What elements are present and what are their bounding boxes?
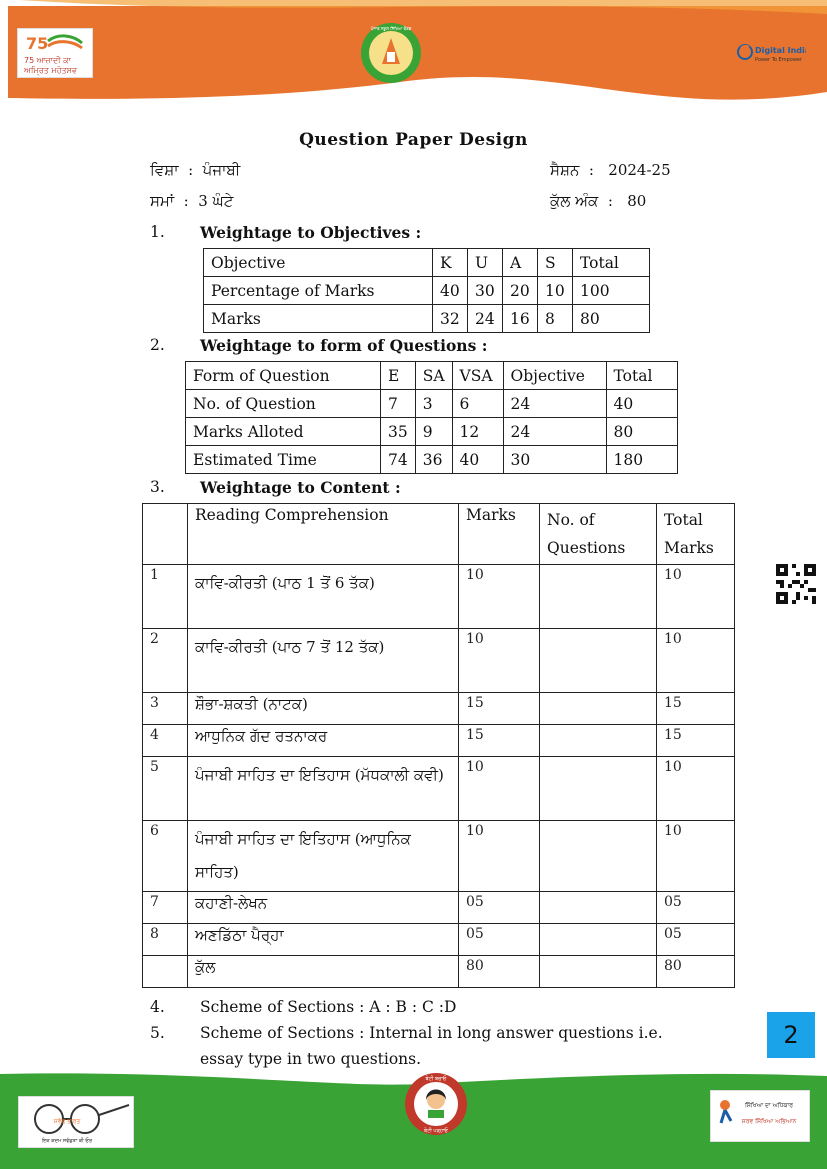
subject-value: ਪੰਜਾਬੀ bbox=[202, 161, 241, 179]
session-sep: : bbox=[584, 161, 604, 179]
table-cell: ਅਣਡਿੱਠਾ ਪੈਰ੍ਹਾ bbox=[188, 924, 459, 956]
table-cell: ਕਾਵਿ-ਕੀਰਤੀ (ਪਾਠ 1 ਤੋਂ 6 ਤੱਕ) bbox=[188, 565, 459, 629]
page-number: 2 bbox=[767, 1012, 815, 1058]
table-cell: 6 bbox=[452, 390, 503, 418]
table-cell: 10 bbox=[657, 757, 735, 821]
objectives-table bbox=[203, 248, 650, 333]
table-cell: 40 bbox=[433, 277, 468, 305]
section-5-text-line-2: essay type in two questions. bbox=[200, 1050, 422, 1068]
table-cell bbox=[540, 757, 657, 821]
table-cell bbox=[540, 725, 657, 757]
qr-code bbox=[776, 564, 816, 604]
table-cell bbox=[540, 629, 657, 693]
table-cell: 20 bbox=[503, 277, 538, 305]
total-marks-sep: : bbox=[603, 192, 623, 210]
digital-india-text: Digital India bbox=[755, 46, 806, 55]
table-row bbox=[204, 305, 650, 333]
table-cell: 15 bbox=[459, 725, 540, 757]
table-cell: ਕਾਵਿ-ਕੀਰਤੀ (ਪਾਠ 7 ਤੋਂ 12 ਤੱਕ) bbox=[188, 629, 459, 693]
section-2-title: Weightage to form of Questions : bbox=[200, 336, 488, 355]
table-row bbox=[186, 362, 678, 390]
table-row bbox=[186, 446, 678, 474]
table-header-cell: Objective bbox=[204, 249, 433, 277]
session-value: 2024-25 bbox=[608, 161, 671, 179]
table-cell bbox=[540, 892, 657, 924]
swachh-text: ਸਵੱਛ ਭਾਰਤ bbox=[53, 1118, 81, 1125]
subject-sep: : bbox=[183, 161, 198, 179]
table-row bbox=[143, 956, 735, 988]
table-cell: 10 bbox=[459, 821, 540, 892]
table-header-cell: Total Marks bbox=[657, 504, 735, 565]
table-cell: 7 bbox=[381, 390, 416, 418]
table-cell: 24 bbox=[503, 418, 606, 446]
table-cell: ਪੰਜਾਬੀ ਸਾਹਿਤ ਦਾ ਇਤਿਹਾਸ (ਆਧੁਨਿਕ ਸਾਹਿਤ) bbox=[188, 821, 459, 892]
table-cell: 12 bbox=[452, 418, 503, 446]
table-cell: 10 bbox=[657, 821, 735, 892]
table-cell: 3 bbox=[415, 390, 452, 418]
table-cell: 2 bbox=[143, 629, 188, 693]
table-cell: 40 bbox=[606, 390, 677, 418]
time-sep: : bbox=[178, 192, 194, 210]
table-header-cell: A bbox=[503, 249, 538, 277]
azadi-text-1: 75 ਆਜ਼ਾਦੀ ਕਾ bbox=[24, 56, 71, 65]
table-cell: 24 bbox=[468, 305, 503, 333]
beti-bachao-top: ਬੇਟੀ ਬਚਾਓ bbox=[425, 1076, 447, 1082]
table-cell: No. of Question bbox=[186, 390, 381, 418]
table-row bbox=[186, 390, 678, 418]
table-cell: 74 bbox=[381, 446, 416, 474]
table-cell bbox=[540, 693, 657, 725]
table-cell: 05 bbox=[657, 892, 735, 924]
time-label: ਸਮਾਂ bbox=[150, 192, 175, 210]
table-cell: 30 bbox=[503, 446, 606, 474]
session-line bbox=[550, 161, 671, 179]
sarva-shiksha-logo bbox=[710, 1090, 810, 1142]
table-cell: 10 bbox=[459, 629, 540, 693]
section-5-text-line-1: Scheme of Sections : Internal in long answer questions i.e. bbox=[200, 1024, 663, 1042]
table-cell: 16 bbox=[503, 305, 538, 333]
table-cell: 180 bbox=[606, 446, 677, 474]
session-label: ਸੈਸ਼ਨ bbox=[550, 161, 580, 179]
table-header-cell: K bbox=[433, 249, 468, 277]
table-cell: 05 bbox=[459, 892, 540, 924]
table-cell: 15 bbox=[459, 693, 540, 725]
table-header-cell: Marks bbox=[459, 504, 540, 565]
table-header-cell: VSA bbox=[452, 362, 503, 390]
table-header-cell: U bbox=[468, 249, 503, 277]
table-row bbox=[143, 821, 735, 892]
table-cell: 6 bbox=[143, 821, 188, 892]
svg-text:75: 75 bbox=[26, 34, 49, 53]
table-header-cell: S bbox=[538, 249, 573, 277]
table-cell: 80 bbox=[606, 418, 677, 446]
table-cell: 80 bbox=[459, 956, 540, 988]
beti-bachao-emblem bbox=[404, 1072, 468, 1136]
table-cell: 40 bbox=[452, 446, 503, 474]
content-table bbox=[142, 503, 735, 988]
table-cell: 15 bbox=[657, 693, 735, 725]
table-cell: 100 bbox=[573, 277, 650, 305]
section-5-number: 5. bbox=[150, 1024, 165, 1042]
table-cell: 15 bbox=[657, 725, 735, 757]
swachh-sub: ਇਕ ਕਦਮ ਸਵੱਛਤਾ ਕੀ ਓਰ bbox=[41, 1138, 93, 1144]
table-cell: Marks Alloted bbox=[186, 418, 381, 446]
table-row bbox=[143, 757, 735, 821]
section-1-number: 1. bbox=[150, 223, 165, 241]
total-marks-label: ਕੁੱਲ ਅੰਕ bbox=[550, 192, 599, 210]
subject-label: ਵਿਸ਼ਾ bbox=[150, 161, 179, 179]
total-marks-line bbox=[550, 192, 646, 210]
table-row bbox=[143, 504, 735, 565]
table-cell: 10 bbox=[538, 277, 573, 305]
table-cell bbox=[540, 924, 657, 956]
table-row bbox=[143, 693, 735, 725]
table-cell: 10 bbox=[657, 565, 735, 629]
section-1-title: Weightage to Objectives : bbox=[200, 223, 422, 242]
table-header-cell: Total bbox=[573, 249, 650, 277]
table-cell: 9 bbox=[415, 418, 452, 446]
page-title: Question Paper Design bbox=[299, 130, 528, 150]
table-cell: 7 bbox=[143, 892, 188, 924]
table-cell bbox=[143, 956, 188, 988]
board-emblem bbox=[360, 22, 422, 84]
table-cell: 8 bbox=[143, 924, 188, 956]
table-row bbox=[143, 629, 735, 693]
table-cell bbox=[540, 821, 657, 892]
section-4-text: Scheme of Sections : A : B : C :D bbox=[200, 998, 457, 1016]
questions-table bbox=[185, 361, 678, 474]
section-2-number: 2. bbox=[150, 336, 165, 354]
total-marks-value: 80 bbox=[627, 192, 647, 210]
sarva-shiksha-text: ਸਿੱਖਿਆ ਦਾ ਅਧਿਕਾਰ bbox=[744, 1102, 794, 1109]
table-header-cell bbox=[143, 504, 188, 565]
table-row bbox=[143, 924, 735, 956]
table-header-cell: No. of Questions bbox=[540, 504, 657, 565]
subject-line bbox=[150, 161, 240, 179]
digital-india-logo bbox=[736, 38, 806, 68]
table-cell: 8 bbox=[538, 305, 573, 333]
table-cell bbox=[540, 956, 657, 988]
table-header-cell: Form of Question bbox=[186, 362, 381, 390]
beti-bachao-bottom: ਬੇਟੀ ਪੜ੍ਹਾਓ bbox=[424, 1128, 448, 1134]
time-line bbox=[150, 192, 233, 210]
table-cell: ਕਹਾਣੀ-ਲੇਖਨ bbox=[188, 892, 459, 924]
table-cell: 30 bbox=[468, 277, 503, 305]
table-row bbox=[204, 277, 650, 305]
table-cell: Percentage of Marks bbox=[204, 277, 433, 305]
table-cell: 35 bbox=[381, 418, 416, 446]
digital-india-sub: Power To Empower bbox=[755, 57, 803, 63]
table-cell: 80 bbox=[657, 956, 735, 988]
table-row bbox=[186, 418, 678, 446]
section-4-number: 4. bbox=[150, 998, 165, 1016]
swachh-bharat-logo bbox=[18, 1096, 134, 1148]
table-cell: 10 bbox=[657, 629, 735, 693]
section-3-number: 3. bbox=[150, 478, 165, 496]
azadi-amrit-mahotsav-logo bbox=[17, 28, 93, 78]
sarva-shiksha-sub: ਸਰਵ ਸਿੱਖਿਆ ਅਭਿਆਨ bbox=[741, 1118, 797, 1125]
table-cell: 4 bbox=[143, 725, 188, 757]
table-header-cell: Reading Comprehension bbox=[188, 504, 459, 565]
table-cell: Marks bbox=[204, 305, 433, 333]
table-cell: 36 bbox=[415, 446, 452, 474]
table-header-cell: Total bbox=[606, 362, 677, 390]
table-cell: 05 bbox=[459, 924, 540, 956]
table-cell: 1 bbox=[143, 565, 188, 629]
table-cell: ਆਧੁਨਿਕ ਗੱਦ ਰਤਨਾਕਰ bbox=[188, 725, 459, 757]
table-cell: 3 bbox=[143, 693, 188, 725]
table-cell: 05 bbox=[657, 924, 735, 956]
section-3-title: Weightage to Content : bbox=[200, 478, 401, 497]
table-cell: 10 bbox=[459, 757, 540, 821]
table-row bbox=[204, 249, 650, 277]
table-cell: ਕੁੱਲ bbox=[188, 956, 459, 988]
table-cell: 32 bbox=[433, 305, 468, 333]
table-cell: 80 bbox=[573, 305, 650, 333]
board-emblem-text: ਪੰਜਾਬ ਸਕੂਲ ਸਿੱਖਿਆ ਬੋਰਡ bbox=[370, 26, 412, 31]
table-row bbox=[143, 725, 735, 757]
table-cell: 24 bbox=[503, 390, 606, 418]
table-cell: 10 bbox=[459, 565, 540, 629]
azadi-text-2: ਅਮ੍ਰਿਤ ਮਹੋਤਸਵ bbox=[24, 66, 77, 75]
table-row bbox=[143, 565, 735, 629]
time-value: 3 ਘੰਟੇ bbox=[198, 192, 234, 210]
table-header-cell: Objective bbox=[503, 362, 606, 390]
table-cell: ਪੰਜਾਬੀ ਸਾਹਿਤ ਦਾ ਇਤਿਹਾਸ (ਮੱਧਕਾਲੀ ਕਵੀ) bbox=[188, 757, 459, 821]
table-row bbox=[143, 892, 735, 924]
table-cell: ਸ਼ੌਭਾ-ਸ਼ਕਤੀ (ਨਾਟਕ) bbox=[188, 693, 459, 725]
table-cell bbox=[540, 565, 657, 629]
table-cell: 5 bbox=[143, 757, 188, 821]
table-header-cell: E bbox=[381, 362, 416, 390]
table-header-cell: SA bbox=[415, 362, 452, 390]
table-cell: Estimated Time bbox=[186, 446, 381, 474]
